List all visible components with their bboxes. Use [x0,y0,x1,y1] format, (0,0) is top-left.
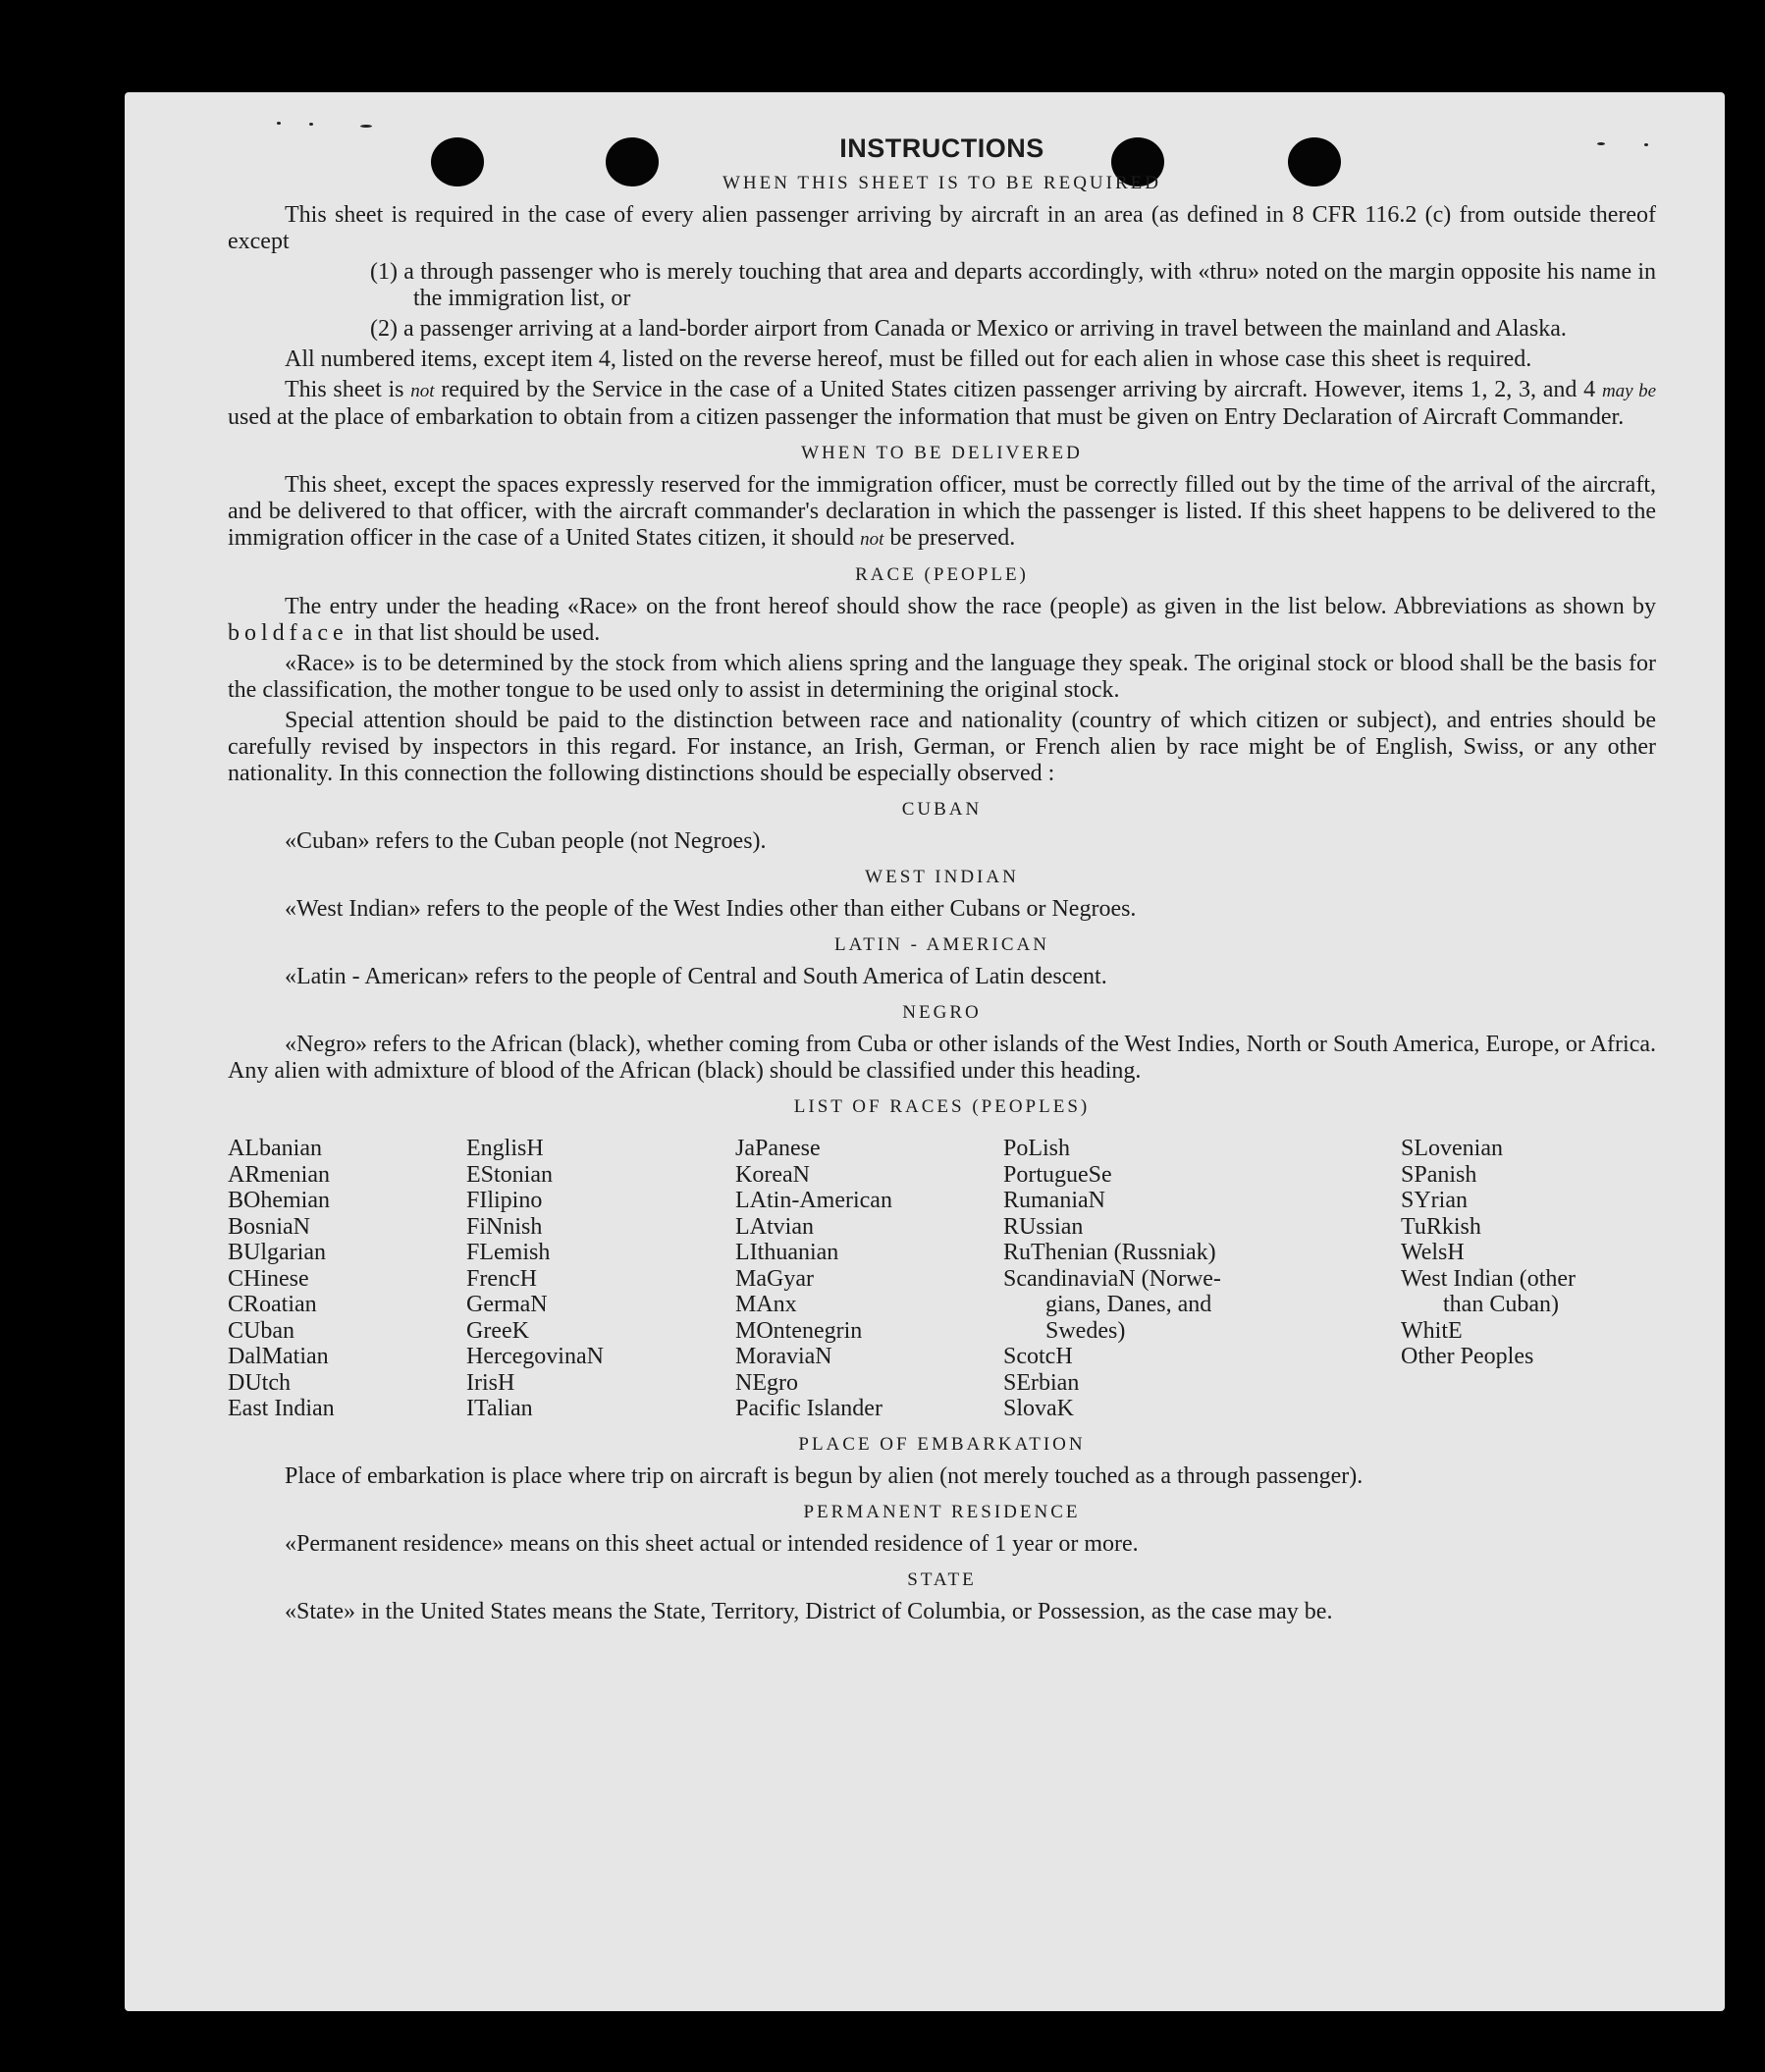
list-item: (1) a through passenger who is merely touching that area and departs accordingly, with «thru» noted on the margin opposite his name in the immigration list, or [370,259,1656,311]
race-item: FiNnish [466,1213,543,1240]
race-item: DUtch [228,1369,291,1396]
paragraph: «Permanent residence» means on this sheet actual or intended residence of 1 year or more. [285,1530,1139,1557]
heading-race: RACE (PEOPLE) [855,564,1029,585]
heading-latin-american: LATIN - AMERICAN [834,934,1049,955]
paragraph: «Latin - American» refers to the people of Central and South America of Latin descent. [285,964,1107,989]
text-run: be preserved. [889,525,1016,551]
races-column [228,1136,466,1422]
paragraph: Place of embarkation is place where trip on aircraft is begun by alien (not merely touched as a through passenger). [285,1462,1364,1489]
race-item: BOhemian [228,1188,330,1213]
race-item: FLemish [466,1240,551,1265]
heading-cuban: CUBAN [901,799,983,820]
ink-speck [277,122,281,125]
race-item: gians, Danes, and [1045,1292,1212,1317]
race-item: ARmenian [228,1161,330,1188]
race-item: CHinese [228,1265,309,1292]
race-item: Swedes) [1045,1317,1126,1344]
race-item: East Indian [228,1396,335,1421]
race-item: TuRkish [1401,1213,1481,1240]
race-item: MaGyar [735,1265,814,1292]
paragraph: «Negro» refers to the African (black), whether coming from Cuba or other islands of the West Indies, North or South America, Europe, or Africa. Any alien with admixture of blood of the African (black) should be classified under this heading. [228,1032,1656,1084]
race-item: GreeK [466,1317,529,1344]
paragraph: «Race» is to be determined by the stock from which aliens spring and the language they speak. The original stock or blood shall be the basis for the classification, the mother tongue to be used only to assist in determining the original stock. [228,651,1656,703]
race-item: JaPanese [735,1136,821,1161]
text-run: The entry under the heading «Race» on the front hereof should show the race (people) as given in the list below. Abbreviations as shown by [285,594,1656,619]
paragraph [228,594,1656,647]
heading-negro: NEGRO [902,1002,982,1023]
heading-west-indian: WEST INDIAN [865,867,1019,887]
race-item: NEgro [735,1369,798,1396]
race-item: Other Peoples [1401,1344,1534,1369]
race-item: RuThenian (Russniak) [1003,1240,1216,1265]
race-item: EStonian [466,1161,553,1188]
heading-place-of-embarkation: PLACE OF EMBARKATION [798,1433,1086,1455]
races-column [735,1136,1003,1422]
paragraph: All numbered items, except item 4, listed on the reverse hereof, must be filled out for each alien in whose case this sheet is required. [285,346,1532,372]
race-item: Pacific Islander [735,1396,882,1421]
list-item: (2) a passenger arriving at a land-border airport from Canada or Mexico or arriving in travel between the mainland and Alaska. [370,316,1567,342]
race-item: RUssian [1003,1213,1084,1240]
paragraph: «State» in the United States means the State, Territory, District of Columbia, or Possession, as the case may be. [285,1598,1333,1624]
race-item: ITalian [466,1396,533,1421]
paragraph: «West Indian» refers to the people of the West Indies other than either Cubans or Negroes. [285,896,1137,922]
spaced-text: boldface [228,620,348,646]
text-run: in that list should be used. [353,620,601,646]
ink-speck [360,125,372,128]
text-run: This sheet is [285,377,404,402]
race-item: BosniaN [228,1213,310,1240]
races-column [1003,1136,1401,1422]
race-item: MAnx [735,1292,797,1317]
race-item: CRoatian [228,1292,317,1317]
race-item: MOntenegrin [735,1317,863,1344]
race-item: GermaN [466,1292,548,1317]
races-list [228,1136,1656,1422]
paragraph: «Cuban» refers to the Cuban people (not Negroes). [285,828,767,854]
race-item: KoreaN [735,1161,810,1188]
text-run: required by the Service in the case of a United States citizen passenger arriving by aircraft. However, items 1, 2, 3, and 4 [441,377,1596,402]
text-run: This sheet, except the spaces expressly reserved for the immigration officer, must be correctly filled out by the time of the arrival of the aircraft, and be delivered to that officer, with the aircraft commander's declaration in which the passenger is listed. If this sheet happens to be delivered to the immigration officer in the case of a United States citizen, it should [228,472,1656,551]
race-item: CUban [228,1317,294,1344]
race-item: PortugueSe [1003,1161,1112,1188]
race-item: SPanish [1401,1161,1477,1188]
text-run: used at the place of embarkation to obtain from a citizen passenger the information that must be given on Entry Declaration of Aircraft Commander. [228,404,1625,430]
race-item: West Indian (other [1401,1265,1577,1292]
heading-permanent-residence: PERMANENT RESIDENCE [803,1501,1081,1522]
race-item: DalMatian [228,1344,329,1369]
ink-speck [309,123,313,126]
race-item: SLovenian [1401,1136,1503,1161]
race-item: MoraviaN [735,1344,832,1369]
races-column [1401,1136,1656,1422]
race-item: IrisH [466,1369,515,1396]
race-item: FrencH [466,1265,537,1292]
page-title: INSTRUCTIONS [839,133,1044,163]
race-item: HercegovinaN [466,1344,604,1369]
race-item: WhitE [1401,1317,1463,1344]
instructions-content [228,132,1656,1629]
race-item: than Cuban) [1443,1292,1559,1317]
paragraph [228,377,1656,431]
italic-text: not [860,529,884,550]
heading-state: STATE [907,1568,977,1590]
race-item: ScandinaviaN (Norwe- [1003,1265,1221,1292]
heading-when-required: WHEN THIS SHEET IS TO BE REQUIRED [722,173,1161,193]
race-item: EnglisH [466,1136,544,1161]
race-item: BUlgarian [228,1240,326,1265]
race-item: FIlipino [466,1188,543,1213]
race-item: LAtvian [735,1213,814,1240]
heading-when-delivered: WHEN TO BE DELIVERED [801,443,1083,463]
italic-text: not [410,381,435,401]
race-item: SYrian [1401,1188,1468,1213]
race-item: SlovaK [1003,1396,1074,1421]
race-item: LAtin-American [735,1188,892,1213]
paragraph: Special attention should be paid to the distinction between race and nationality (country of which citizen or subject), and entries should be carefully revised by inspectors in this regard. For instance, an Irish, German, or French alien by race might be of English, Swiss, or any other nationality. In this connection the following distinctions should be especially observed : [228,708,1656,786]
heading-list-of-races: LIST OF RACES (PEOPLES) [793,1096,1091,1117]
race-item: ALbanian [228,1136,322,1161]
race-item: ScotcH [1003,1344,1073,1369]
race-item: PoLish [1003,1136,1071,1161]
race-item: RumaniaN [1003,1188,1105,1213]
race-item: LIthuanian [735,1240,839,1265]
italic-text: may be [1601,381,1657,401]
race-item: SErbian [1003,1369,1080,1396]
paragraph [228,472,1656,553]
document-sheet [125,92,1725,2011]
races-column [466,1136,735,1422]
paragraph: This sheet is required in the case of every alien passenger arriving by aircraft in an area (as defined in 8 CFR 116.2 (c) from outside thereof except [228,202,1656,254]
race-item: WelsH [1401,1240,1465,1265]
